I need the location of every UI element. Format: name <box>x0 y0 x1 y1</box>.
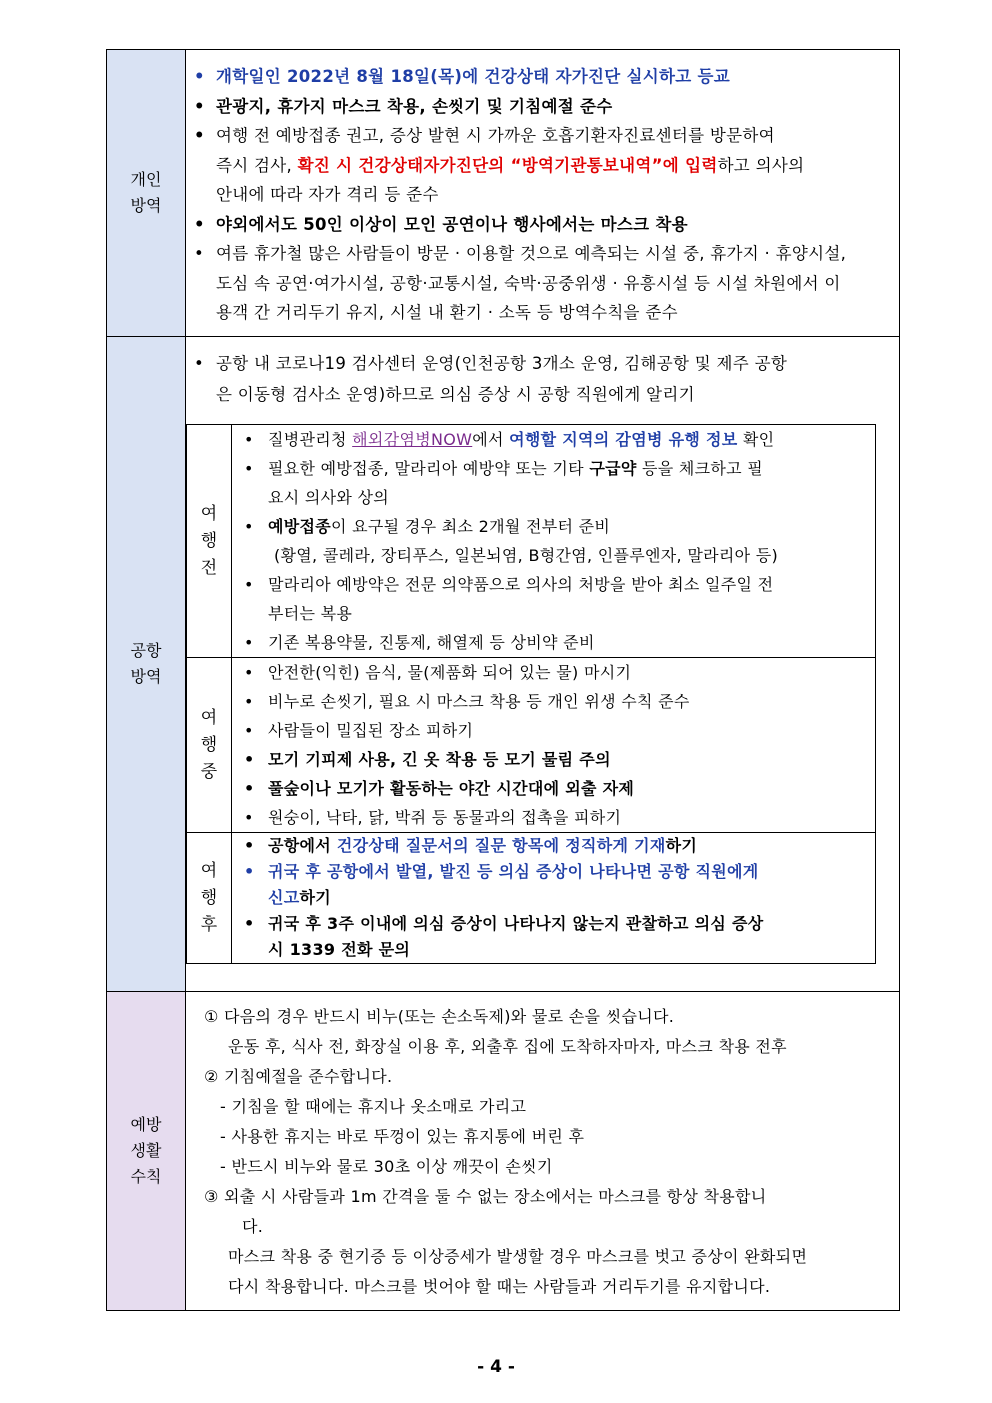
label-line: 개인 <box>130 170 162 189</box>
external-link[interactable]: 해외감염병NOW <box>352 430 473 449</box>
label-line: 방역 <box>130 667 162 686</box>
bullet-icon: • <box>244 663 254 682</box>
bullet-icon: • <box>244 633 254 652</box>
section-content-airport <box>186 337 900 992</box>
rule-line: 다. <box>242 1217 264 1236</box>
item-text: 여름 휴가철 많은 사람들이 방문 · 이용할 것으로 예측되는 시설 중, 휴가지 · 휴양시설, <box>216 244 847 263</box>
list-item <box>232 859 875 911</box>
list-item <box>232 687 875 716</box>
item-text: 말라리아 예방약은 전문 의약품으로 의사의 처방을 받아 최소 일주일 전 <box>268 575 774 594</box>
label-char: 여 <box>200 503 218 524</box>
label-char: 여 <box>200 707 218 728</box>
rule-line: 운동 후, 식사 전, 화장실 이용 후, 외출후 집에 도착하자마자, 마스크 착용 전후 <box>228 1037 787 1056</box>
rule-line: - 사용한 휴지는 바로 뚜껑이 있는 휴지통에 버린 후 <box>220 1127 585 1146</box>
rule-line: 마스크 착용 중 현기증 등 이상증세가 발생할 경우 마스크를 벗고 증상이 완화되면 <box>228 1247 808 1266</box>
item-text: 부터는 복용 <box>268 604 353 623</box>
label-line: 방역 <box>130 196 162 215</box>
list-item <box>232 570 875 628</box>
label-char: 행 <box>200 734 218 755</box>
section-prevention <box>107 992 900 1311</box>
list-item <box>186 121 899 210</box>
item-text-bold: 구급약 <box>589 459 637 478</box>
item-text: 은 이동형 검사소 운영)하므로 의심 증상 시 공항 직원에게 알리기 <box>216 385 695 404</box>
item-text: 에서 <box>472 430 510 449</box>
item-text: 즉시 검사, <box>216 155 298 175</box>
item-text-highlight: 건강상태 질문서의 질문 항목에 정직하게 기재 <box>336 836 666 855</box>
bullet-icon: • <box>244 779 255 798</box>
section-label-prevention <box>107 992 186 1311</box>
label-char: 행 <box>200 530 218 551</box>
list-item <box>232 911 875 963</box>
label-char: 전 <box>200 557 218 578</box>
item-text: 하기 <box>665 836 698 855</box>
stage-content-before <box>232 425 876 658</box>
item-text: 야외에서도 50인 이상이 모인 공연이나 행사에서는 마스크 착용 <box>216 214 688 234</box>
section-personal <box>107 50 900 337</box>
item-text: 귀국 후 3주 이내에 의심 증상이 나타나지 않는지 관찰하고 의심 증상 <box>268 914 764 933</box>
bullet-icon: • <box>244 808 254 827</box>
section-label-airport <box>107 337 186 992</box>
item-text: 등을 체크하고 필 <box>636 459 764 478</box>
item-text: 안전한(익힌) 음식, 물(제품화 되어 있는 물) 마시기 <box>268 663 632 682</box>
bullet-icon: • <box>244 914 255 933</box>
item-text: 이 요구될 경우 최소 2개월 전부터 준비 <box>331 517 611 536</box>
bullet-icon: • <box>244 836 255 855</box>
rule-line: ① 다음의 경우 반드시 비누(또는 손소독제)와 물로 손을 씻습니다. <box>204 1007 675 1026</box>
during-list <box>232 658 875 832</box>
stage-label-before <box>187 425 232 658</box>
bullet-icon: • <box>194 354 205 373</box>
bullet-icon: • <box>194 244 205 263</box>
stage-content-after <box>232 833 876 964</box>
label-char: 여 <box>200 860 218 881</box>
item-text: 질병관리청 <box>268 430 353 449</box>
stage-before <box>187 425 876 658</box>
item-text: 공항에서 <box>268 836 337 855</box>
label-char: 후 <box>200 914 218 935</box>
item-text-highlight: 신고 <box>268 888 300 907</box>
item-text: 관광지, 휴가지 마스크 착용, 손씻기 및 기침예절 준수 <box>216 96 613 116</box>
item-text: 하기 <box>299 888 332 907</box>
stage-content-during <box>232 658 876 833</box>
list-item <box>186 62 899 92</box>
prevention-rules <box>186 992 899 1310</box>
item-text: 확인 <box>737 430 775 449</box>
rule-line: ③ 외출 시 사람들과 1m 간격을 둘 수 없는 장소에서는 마스크를 항상 착용합니 <box>204 1187 767 1206</box>
section-content-personal <box>186 50 900 337</box>
item-text: 공항 내 코로나19 검사센터 운영(인천공항 3개소 운영, 김해공항 및 제주 공항 <box>216 354 788 373</box>
item-text: (황열, 콜레라, 장티푸스, 일본뇌염, B형간염, 인플루엔자, 말라리아 등) <box>274 546 779 565</box>
rule-line: - 기침을 할 때에는 휴지나 옷소매로 가리고 <box>220 1097 527 1116</box>
bullet-icon: • <box>244 459 254 478</box>
label-line: 예방 <box>130 1115 162 1134</box>
list-item <box>186 348 899 410</box>
bullet-icon: • <box>194 126 205 145</box>
label-char: 중 <box>200 761 218 782</box>
list-item <box>186 92 899 122</box>
item-text: 시 1339 전화 문의 <box>268 940 411 959</box>
travel-stage-table <box>186 424 876 964</box>
bullet-icon: • <box>244 517 254 536</box>
label-line: 공항 <box>130 641 162 660</box>
stage-label-after <box>187 833 232 964</box>
section-airport <box>107 337 900 992</box>
stage-during <box>187 658 876 833</box>
list-item <box>186 239 899 328</box>
list-item <box>232 454 875 512</box>
bullet-icon: • <box>244 721 254 740</box>
list-item <box>232 425 875 454</box>
item-text: 안내에 따라 자가 격리 등 준수 <box>216 185 439 204</box>
bullet-icon: • <box>244 692 254 711</box>
bullet-icon: • <box>244 430 254 449</box>
bullet-icon: • <box>194 67 205 86</box>
item-text: 사람들이 밀집된 장소 피하기 <box>268 721 474 740</box>
guidelines-table <box>106 49 900 1311</box>
item-text: 요시 의사와 상의 <box>268 488 390 507</box>
list-item <box>232 833 875 859</box>
item-text-bold: 예방접종 <box>268 517 332 536</box>
list-item <box>232 628 875 657</box>
item-text: 도심 속 공연·여가시설, 공항·교통시설, 숙박·공중위생 · 유흥시설 등 시설 차원에서 이 <box>216 273 841 293</box>
page-number: - 4 - <box>477 1357 515 1377</box>
rule-line: - 반드시 비누와 물로 30초 이상 깨끗이 손씻기 <box>220 1157 553 1176</box>
list-item <box>232 774 875 803</box>
item-text: 여행 전 예방접종 권고, 증상 발현 시 가까운 호흡기환자진료센터를 방문하여 <box>216 126 775 145</box>
item-text: 개학일인 2022년 8월 18일(목)에 건강상태 자가진단 실시하고 등교 <box>216 67 730 86</box>
section-content-prevention <box>186 992 900 1311</box>
label-line: 생활 <box>130 1141 162 1160</box>
personal-bullet-list <box>186 50 899 328</box>
item-text: 풀숲이나 모기가 활동하는 야간 시간대에 외출 자제 <box>268 779 635 798</box>
airport-intro-list <box>186 337 899 410</box>
item-text: 모기 기피제 사용, 긴 옷 착용 등 모기 물림 주의 <box>268 750 611 769</box>
bullet-icon: • <box>244 575 254 594</box>
item-text: 기존 복용약물, 진통제, 해열제 등 상비약 준비 <box>268 633 595 652</box>
rule-line: ② 기침예절을 준수합니다. <box>204 1067 393 1086</box>
item-text: 비누로 손씻기, 필요 시 마스크 착용 등 개인 위생 수칙 준수 <box>268 692 690 711</box>
list-item <box>232 716 875 745</box>
bullet-icon: • <box>244 750 255 769</box>
item-text: 하고 의사의 <box>717 155 805 175</box>
stage-label-during <box>187 658 232 833</box>
list-item <box>232 512 875 570</box>
label-line: 수칙 <box>130 1167 162 1186</box>
list-item <box>186 210 899 240</box>
item-text: 용객 간 거리두기 유지, 시설 내 환기 · 소독 등 방역수칙을 준수 <box>216 303 678 322</box>
bullet-icon: • <box>194 96 205 116</box>
before-list <box>232 425 875 657</box>
rule-line: 다시 착용합니다. 마스크를 벗어야 할 때는 사람들과 거리두기를 유지합니다. <box>228 1277 771 1296</box>
item-text-highlight: 귀국 후 공항에서 발열, 발진 등 의심 증상이 나타나면 공항 직원에게 <box>268 862 759 881</box>
list-item <box>232 803 875 832</box>
list-item <box>232 745 875 774</box>
item-text-highlight: 확진 시 건강상태자가진단의 “방역기관통보내역”에 입력 <box>297 155 718 175</box>
bullet-icon: • <box>194 214 205 234</box>
label-char: 행 <box>200 887 218 908</box>
stage-after <box>187 833 876 964</box>
section-label-personal <box>107 50 186 337</box>
item-text: 필요한 예방접종, 말라리아 예방약 또는 기타 <box>268 459 590 478</box>
after-list <box>232 833 875 963</box>
list-item <box>232 658 875 687</box>
item-text-highlight: 여행할 지역의 감염병 유행 정보 <box>509 430 738 449</box>
item-text: 원숭이, 낙타, 닭, 박쥐 등 동물과의 접촉을 피하기 <box>268 808 622 827</box>
bullet-icon: • <box>244 862 255 881</box>
